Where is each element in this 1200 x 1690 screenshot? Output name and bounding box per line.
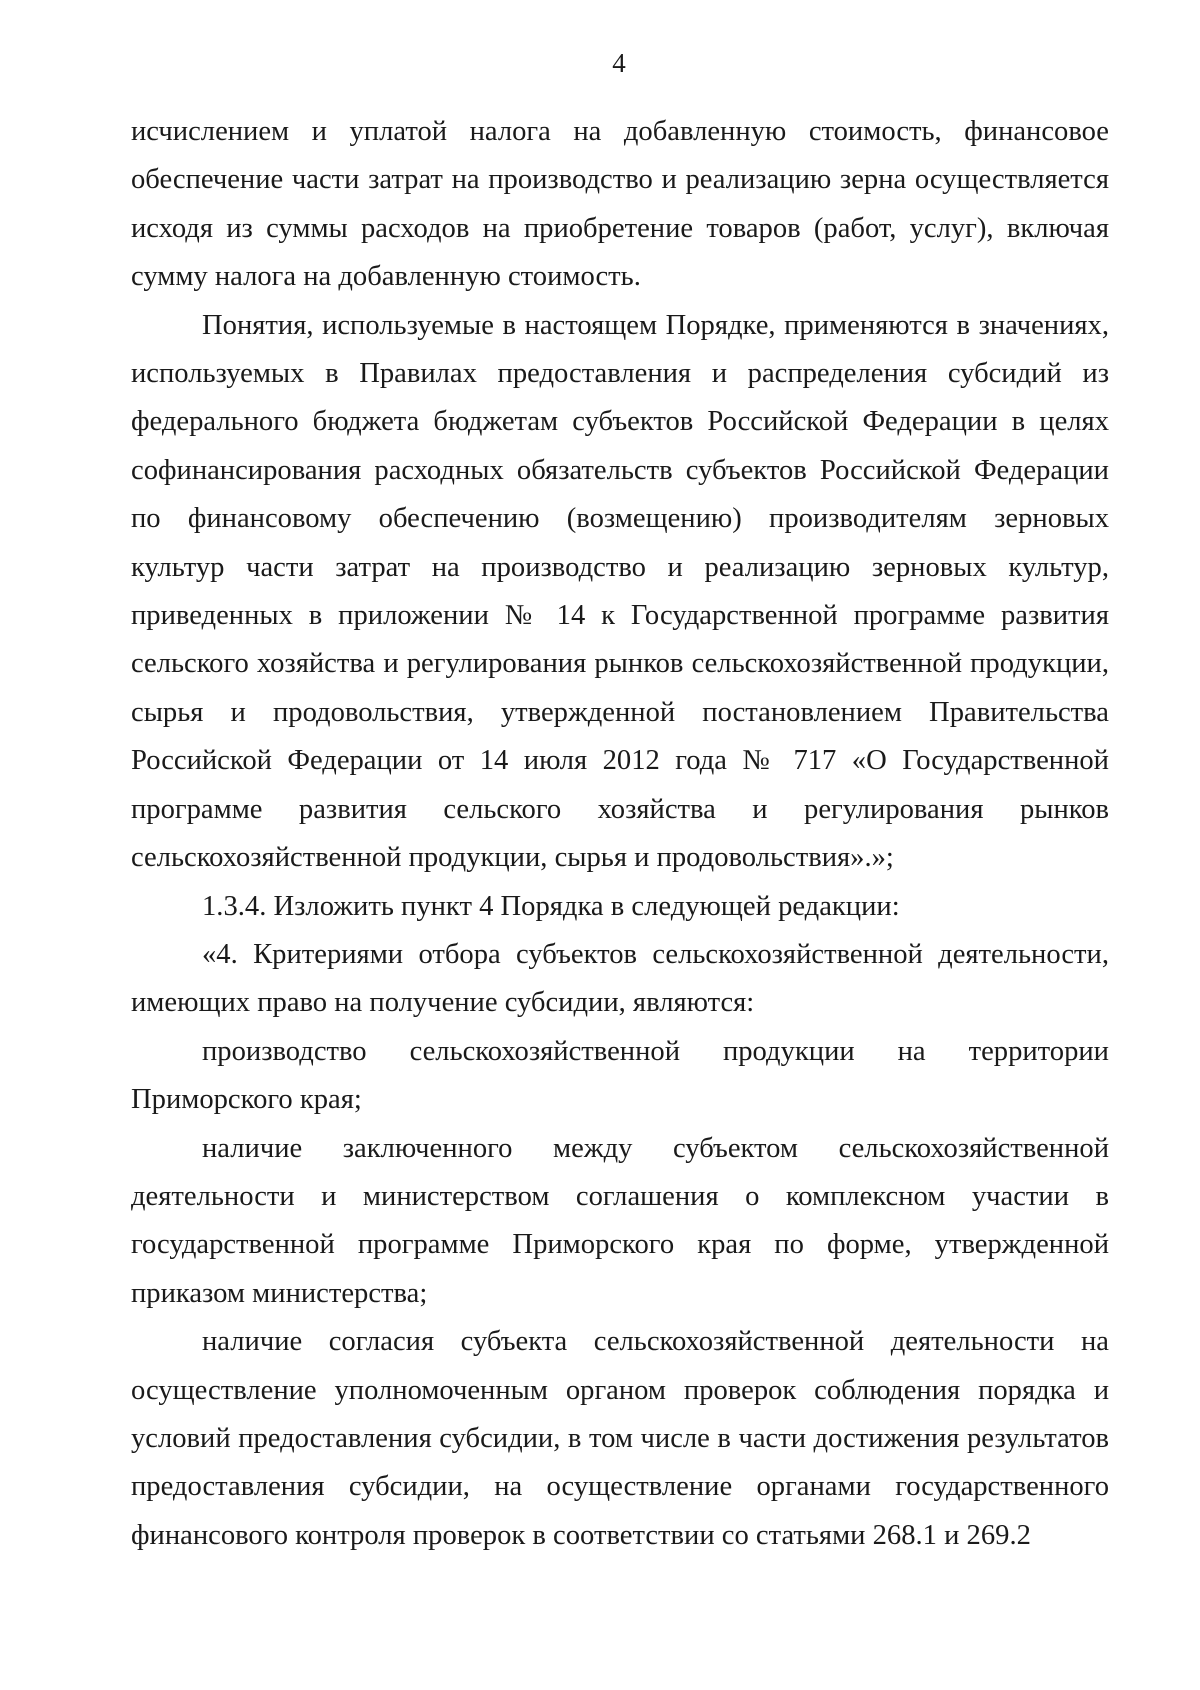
paragraph-vat-continuation: исчислением и уплатой налога на добавленную стоимость, финансовое обеспечение части затрат на производство и реализацию зерна осуществляется исходя из суммы расходов на приобретение товаров (работ, услуг), включая сумму налога на добавленную стоимость. [131,116,1109,293]
page-number: 4 [612,48,626,78]
paragraph-selection-criteria: «4. Критериями отбора субъектов сельскохозяйственной деятельности, имеющих право на получение субсидии, являются: [131,938,1109,1019]
paragraph-amendment-1-3-4: 1.3.4. Изложить пункт 4 Порядка в следующей редакции: [202,890,900,922]
paragraph-criterion-production: производство сельскохозяйственной продукции на территории Приморского края; [131,1035,1109,1116]
paragraph-criterion-agreement: наличие заключенного между субъектом сельскохозяйственной деятельности и министерством соглашения о комплексном участии в государственной программе Приморского края по форме, утвержденной приказом министерства; [131,1132,1109,1309]
document-body [131,108,1109,1560]
paragraph-criterion-consent: наличие согласия субъекта сельскохозяйственной деятельности на осуществление уполномоченным органом проверок соблюдения порядка и условий предоставления субсидии, в том числе в части достижения результатов предоставления субсидии, на осуществление органами государственного финансового контроля проверок в соответствии со статьями 268.1 и 269.2 [131,1326,1109,1551]
paragraph-definitions: Понятия, используемые в настоящем Порядке, применяются в значениях, используемых в Правилах предоставления и распределения субсидий из федерального бюджета бюджетам субъектов Российской Федерации в целях софинансирования расходных обязательств субъектов Российской Федерации по финансовому обеспечению (возмещению) производителям зерновых культур части затрат на производство и реализацию зерновых культур, приведенных в приложении № 14 к Государственной программе развития сельского хозяйства и регулирования рынков сельскохозяйственной продукции, сырья и продовольствия, утвержденной постановлением Правительства Российской Федерации от 14 июля 2012 года № 717 «О Государственной программе развития сельского хозяйства и регулирования рынков сельскохозяйственной продукции, сырья и продовольствия».»; [131,309,1109,874]
